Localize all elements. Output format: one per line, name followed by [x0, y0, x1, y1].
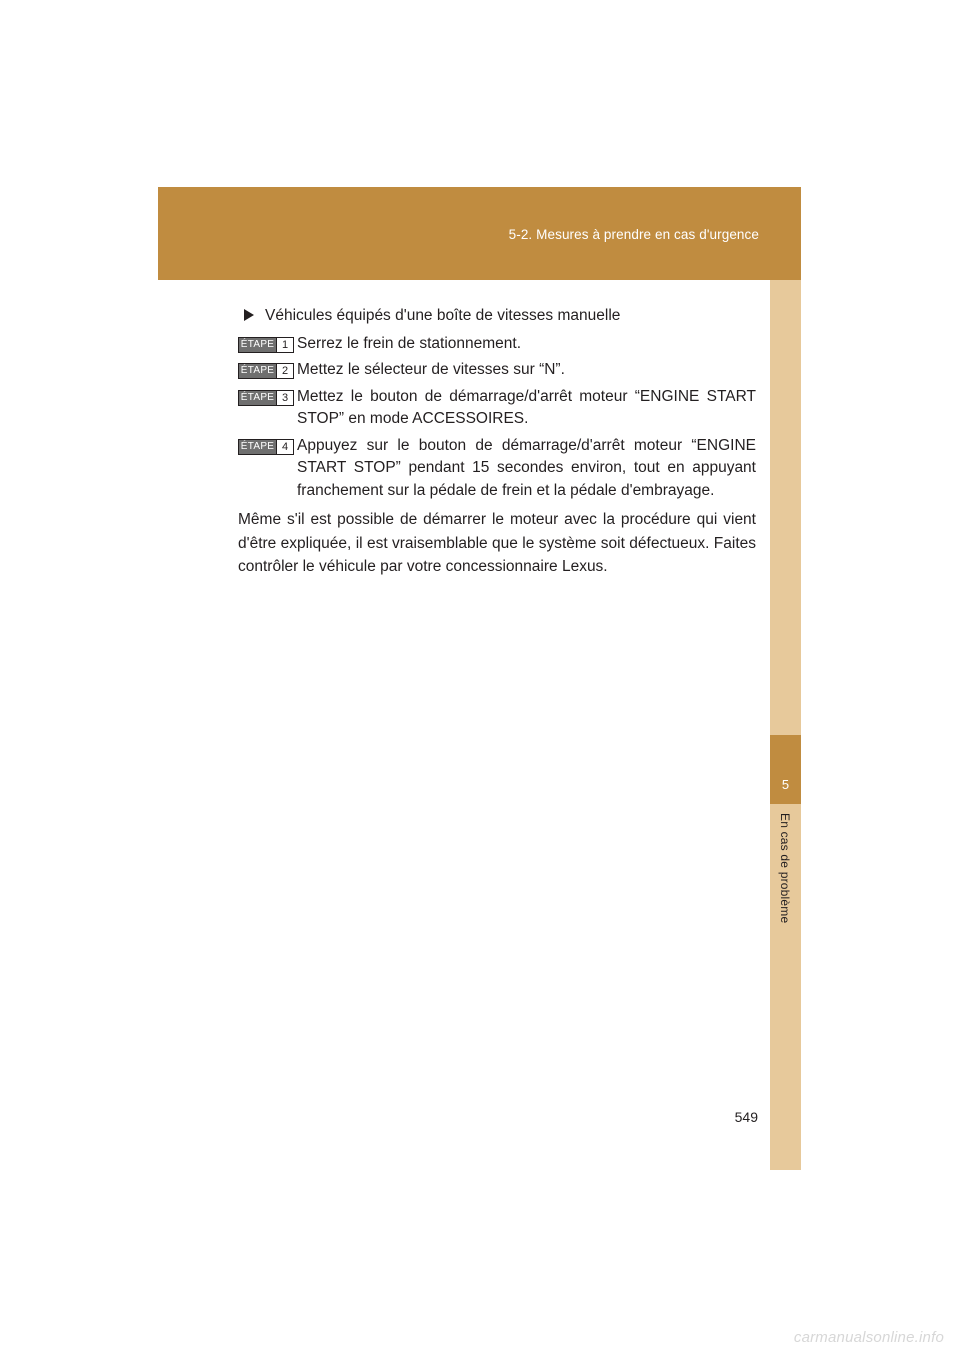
- chapter-side-strip: [770, 280, 801, 1170]
- section-title: 5-2. Mesures à prendre en cas d'urgence: [508, 227, 759, 242]
- body-paragraph: Même s'il est possible de démarrer le moteur avec la procédure qui vient d'être expliquée, il est vraisemblable que le système soit défectueux. Faites contrôler le véhicule par votre concessionnaire Lexus.: [238, 511, 756, 575]
- step-text: Serrez le frein de stationnement.: [297, 334, 522, 352]
- page-number: 549: [734, 1109, 758, 1125]
- chapter-label: En cas de problème: [778, 813, 792, 924]
- step-text: Mettez le sélecteur de vitesses sur “N”.: [297, 361, 565, 378]
- page-content: [238, 305, 756, 579]
- step-badge-word: ÉTAPE: [240, 365, 275, 376]
- chapter-tab[interactable]: [770, 735, 801, 804]
- step-badge-number: 4: [276, 440, 293, 454]
- step-text: Appuyez sur le bouton de démarrage/d'arrêt moteur “ENGINE START STOP” pendant 15 secondes environ, tout en appuyant franchement sur la pédale de frein et la pédale d'embrayage.: [297, 436, 756, 499]
- step-3: [238, 386, 756, 431]
- step-badge-number: 3: [276, 391, 293, 405]
- step-4: [238, 435, 756, 503]
- section-heading: [238, 305, 756, 328]
- section-heading-text: Véhicules équipés d'une boîte de vitesses manuelle: [265, 307, 621, 324]
- step-badge: [238, 390, 294, 406]
- step-badge-word: ÉTAPE: [240, 440, 275, 452]
- watermark[interactable]: carmanualsonline.info: [793, 1329, 944, 1346]
- step-2: [238, 359, 756, 382]
- step-badge: [238, 439, 294, 455]
- step-badge: [238, 363, 294, 379]
- step-badge-word: ÉTAPE: [240, 391, 275, 403]
- step-1: [238, 333, 756, 356]
- step-badge-number: 1: [276, 338, 293, 352]
- chapter-number: 5: [781, 777, 790, 792]
- step-badge-word: ÉTAPE: [240, 338, 275, 350]
- step-badge: [238, 337, 294, 353]
- triangle-arrow-icon: [244, 309, 254, 321]
- step-text: Mettez le bouton de démarrage/d'arrêt moteur “ENGINE START STOP” en mode ACCESSOIRES.: [297, 387, 756, 427]
- header-band: [158, 187, 801, 280]
- step-badge-number: 2: [276, 364, 293, 378]
